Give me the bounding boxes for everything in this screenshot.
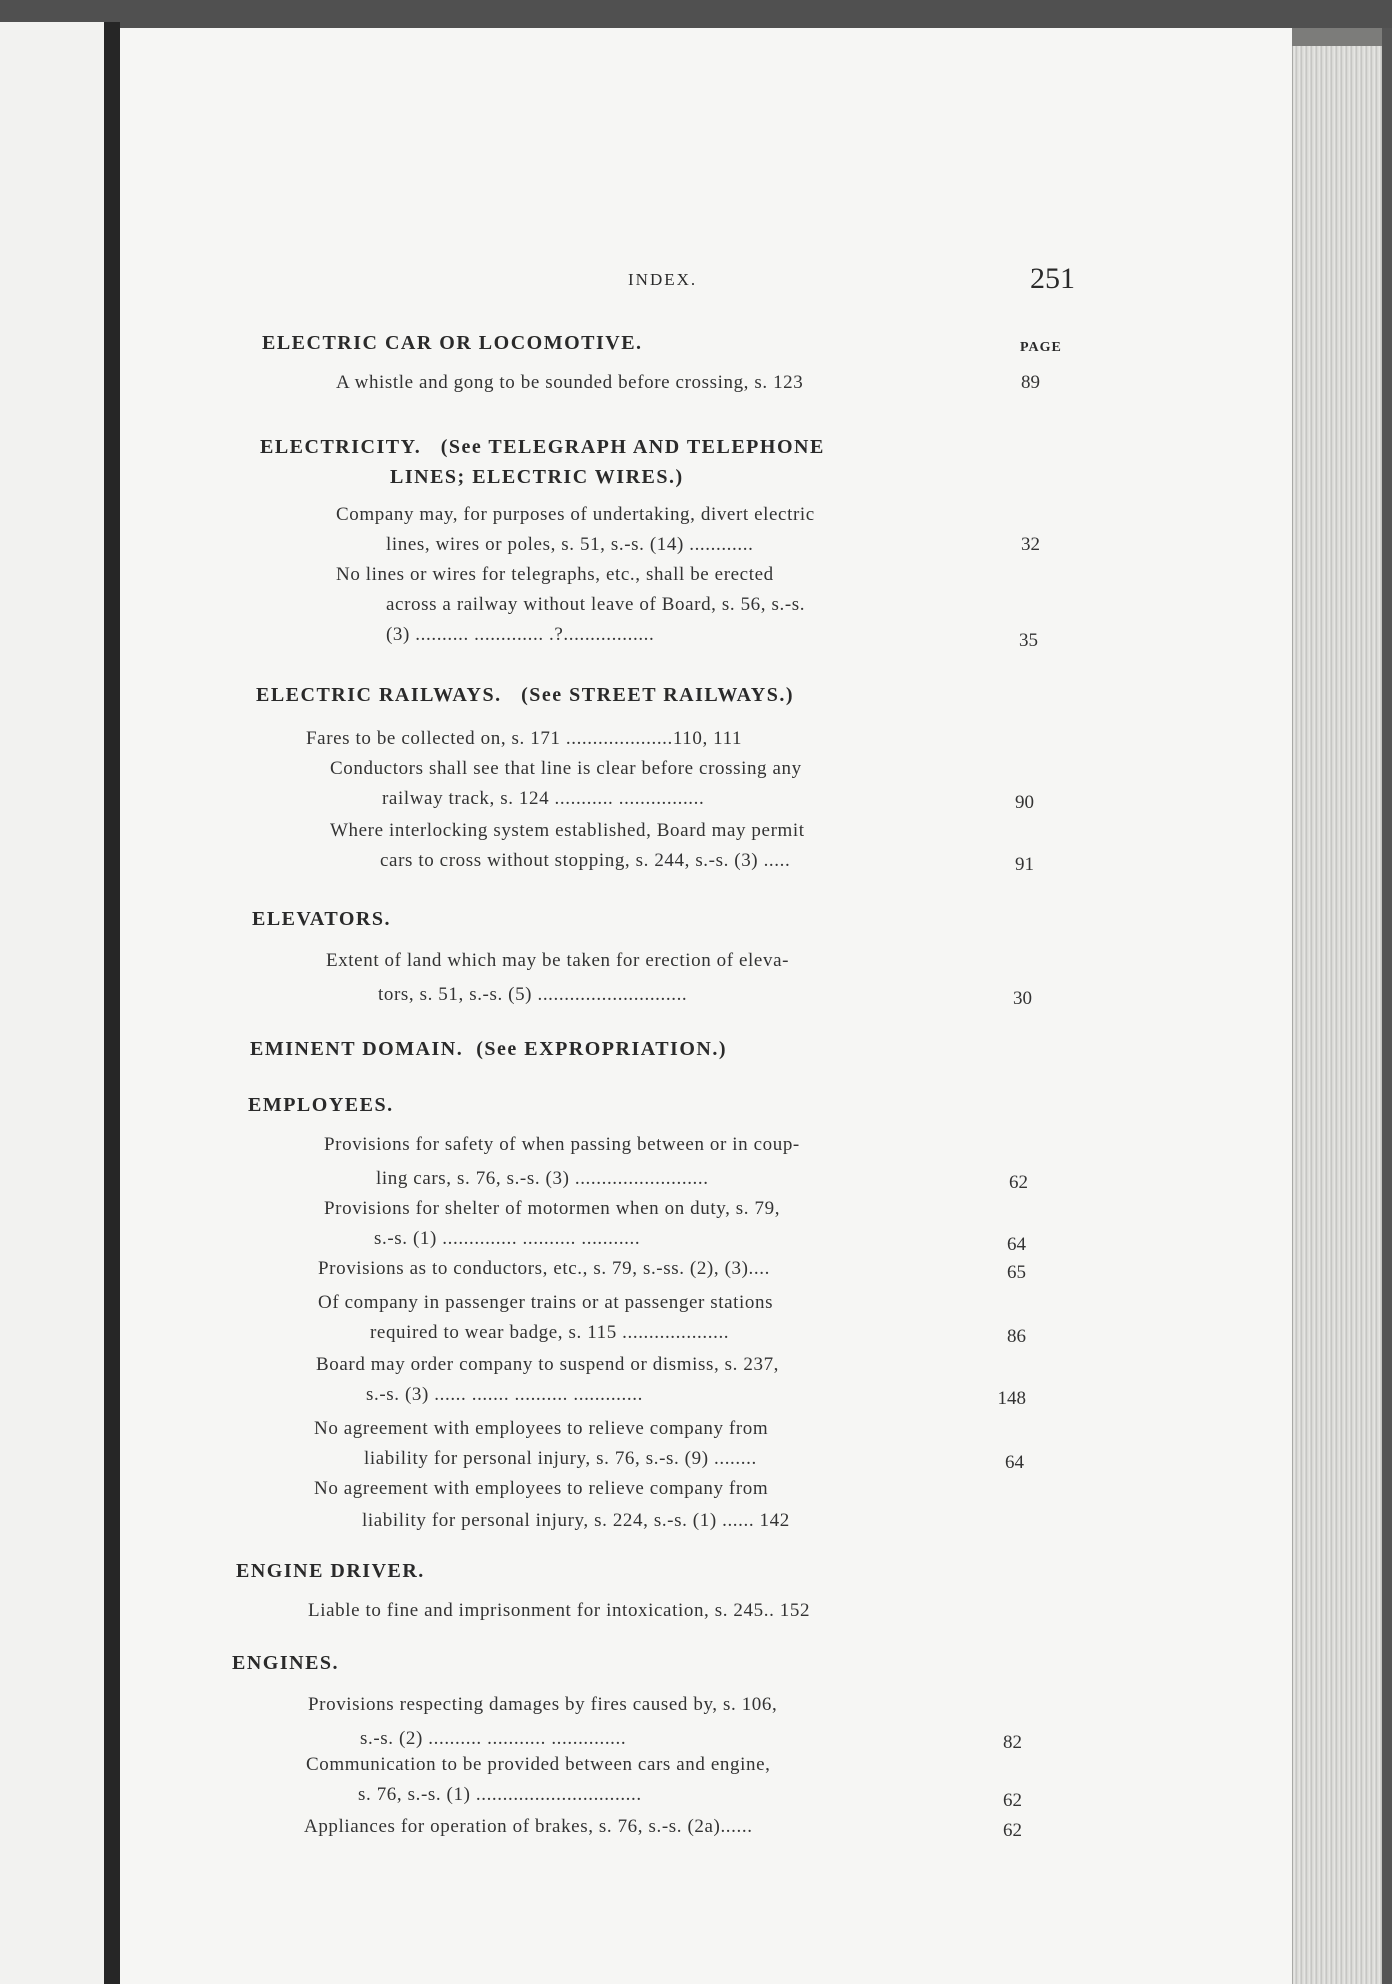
page-ref: 30 (1013, 988, 1032, 1009)
index-line: No lines or wires for telegraphs, etc., shall be erected (336, 564, 774, 585)
index-line: lines, wires or poles, s. 51, s.-s. (14) ............ (386, 534, 754, 555)
index-line: A whistle and gong to be sounded before crossing, s. 123 (336, 372, 804, 393)
page-ref: 62 (1009, 1172, 1028, 1193)
page-ref: 62 (1003, 1820, 1022, 1841)
index-line: ling cars, s. 76, s.-s. (3) ......................... (376, 1168, 709, 1189)
see-reference: (See STREET RAILWAYS.) (521, 684, 795, 706)
index-line: Appliances for operation of brakes, s. 76, s.-s. (2a)...... (304, 1816, 753, 1837)
page-number: 251 (1030, 262, 1075, 295)
index-line: Where interlocking system established, Board may permit (330, 820, 805, 841)
index-line: Provisions for safety of when passing between or in coup- (324, 1134, 800, 1155)
index-line: tors, s. 51, s.-s. (5) ............................ (378, 984, 688, 1005)
index-line: s.-s. (3) ...... ....... .......... ............. (366, 1384, 643, 1405)
page-ref: 89 (1021, 372, 1040, 393)
entry-heading-engines: ENGINES. (232, 1652, 340, 1674)
index-line: liability for personal injury, s. 76, s.-s. (9) ........ (364, 1448, 757, 1469)
facing-page-edge (0, 22, 104, 1984)
page-ref: 148 (997, 1388, 1026, 1409)
index-line: Conductors shall see that line is clear before crossing any (330, 758, 802, 779)
page-ref: 91 (1015, 854, 1034, 875)
scan-border-top (0, 0, 1392, 28)
index-line: Of company in passenger trains or at passenger stations (318, 1292, 774, 1313)
index-line: s.-s. (2) .......... ........... .............. (360, 1728, 627, 1749)
page-ref: 65 (1007, 1262, 1026, 1283)
book-page (120, 28, 1292, 1984)
page-ref: 82 (1003, 1732, 1022, 1753)
index-line: cars to cross without stopping, s. 244, s.-s. (3) ..... (380, 850, 791, 871)
book-gutter (104, 22, 120, 1984)
index-line: Extent of land which may be taken for erection of eleva- (326, 950, 790, 971)
index-line: (3) .......... ............. .?................. (386, 624, 655, 645)
index-line: railway track, s. 124 ........... ................ (382, 788, 705, 809)
entry-heading-electric-railways (256, 684, 794, 707)
heading-text: EMINENT DOMAIN. (250, 1038, 464, 1060)
see-reference-continued: LINES; ELECTRIC WIRES.) (390, 466, 684, 488)
running-head-title: INDEX. (628, 270, 698, 289)
page-ref: 35 (1019, 630, 1038, 651)
see-reference: (See EXPROPRIATION.) (476, 1038, 727, 1060)
entry-heading-employees: EMPLOYEES. (248, 1094, 394, 1116)
page-ref: 64 (1007, 1234, 1026, 1255)
index-line: Provisions for shelter of motormen when on duty, s. 79, (324, 1198, 781, 1219)
page-ref: 32 (1021, 534, 1040, 555)
index-line: Provisions respecting damages by fires caused by, s. 106, (308, 1694, 778, 1715)
index-line: Company may, for purposes of undertaking, divert electric (336, 504, 815, 525)
index-line: Board may order company to suspend or dismiss, s. 237, (316, 1354, 780, 1375)
page-ref: 86 (1007, 1326, 1026, 1347)
entry-heading-engine-driver: ENGINE DRIVER. (236, 1560, 425, 1582)
index-line: required to wear badge, s. 115 .................... (370, 1322, 730, 1343)
index-line: Provisions as to conductors, etc., s. 79, s.-ss. (2), (3).... (318, 1258, 770, 1279)
index-line: No agreement with employees to relieve company from (314, 1418, 769, 1439)
entry-heading-eminent-domain (250, 1038, 727, 1061)
index-line: Communication to be provided between cars and engine, (306, 1754, 771, 1775)
page-stack-edge (1292, 46, 1383, 1984)
index-line: Liable to fine and imprisonment for intoxication, s. 245.. 152 (308, 1600, 811, 1621)
heading-text: ELECTRICITY. (260, 436, 422, 458)
index-line: Fares to be collected on, s. 171 ....................110, 111 (306, 728, 743, 749)
page-column-label: PAGE (1020, 340, 1062, 355)
index-line: across a railway without leave of Board, s. 56, s.-s. (386, 594, 806, 615)
index-line: liability for personal injury, s. 224, s.-s. (1) ...... 142 (362, 1510, 790, 1531)
entry-heading-electricity (260, 436, 825, 459)
entry-heading-electric-car: ELECTRIC CAR OR LOCOMOTIVE. (262, 332, 643, 354)
heading-text: ELECTRIC RAILWAYS. (256, 684, 502, 706)
page-ref: 62 (1003, 1790, 1022, 1811)
page-ref: 90 (1015, 792, 1034, 813)
index-line: No agreement with employees to relieve company from (314, 1478, 769, 1499)
scan-border-right (1382, 28, 1392, 1984)
index-line: s.-s. (1) .............. .......... ........... (374, 1228, 641, 1249)
see-reference: (See TELEGRAPH AND TELEPHONE (440, 436, 825, 458)
index-line: s. 76, s.-s. (1) ............................... (358, 1784, 642, 1805)
entry-heading-elevators: ELEVATORS. (252, 908, 391, 930)
page-ref: 64 (1005, 1452, 1024, 1473)
